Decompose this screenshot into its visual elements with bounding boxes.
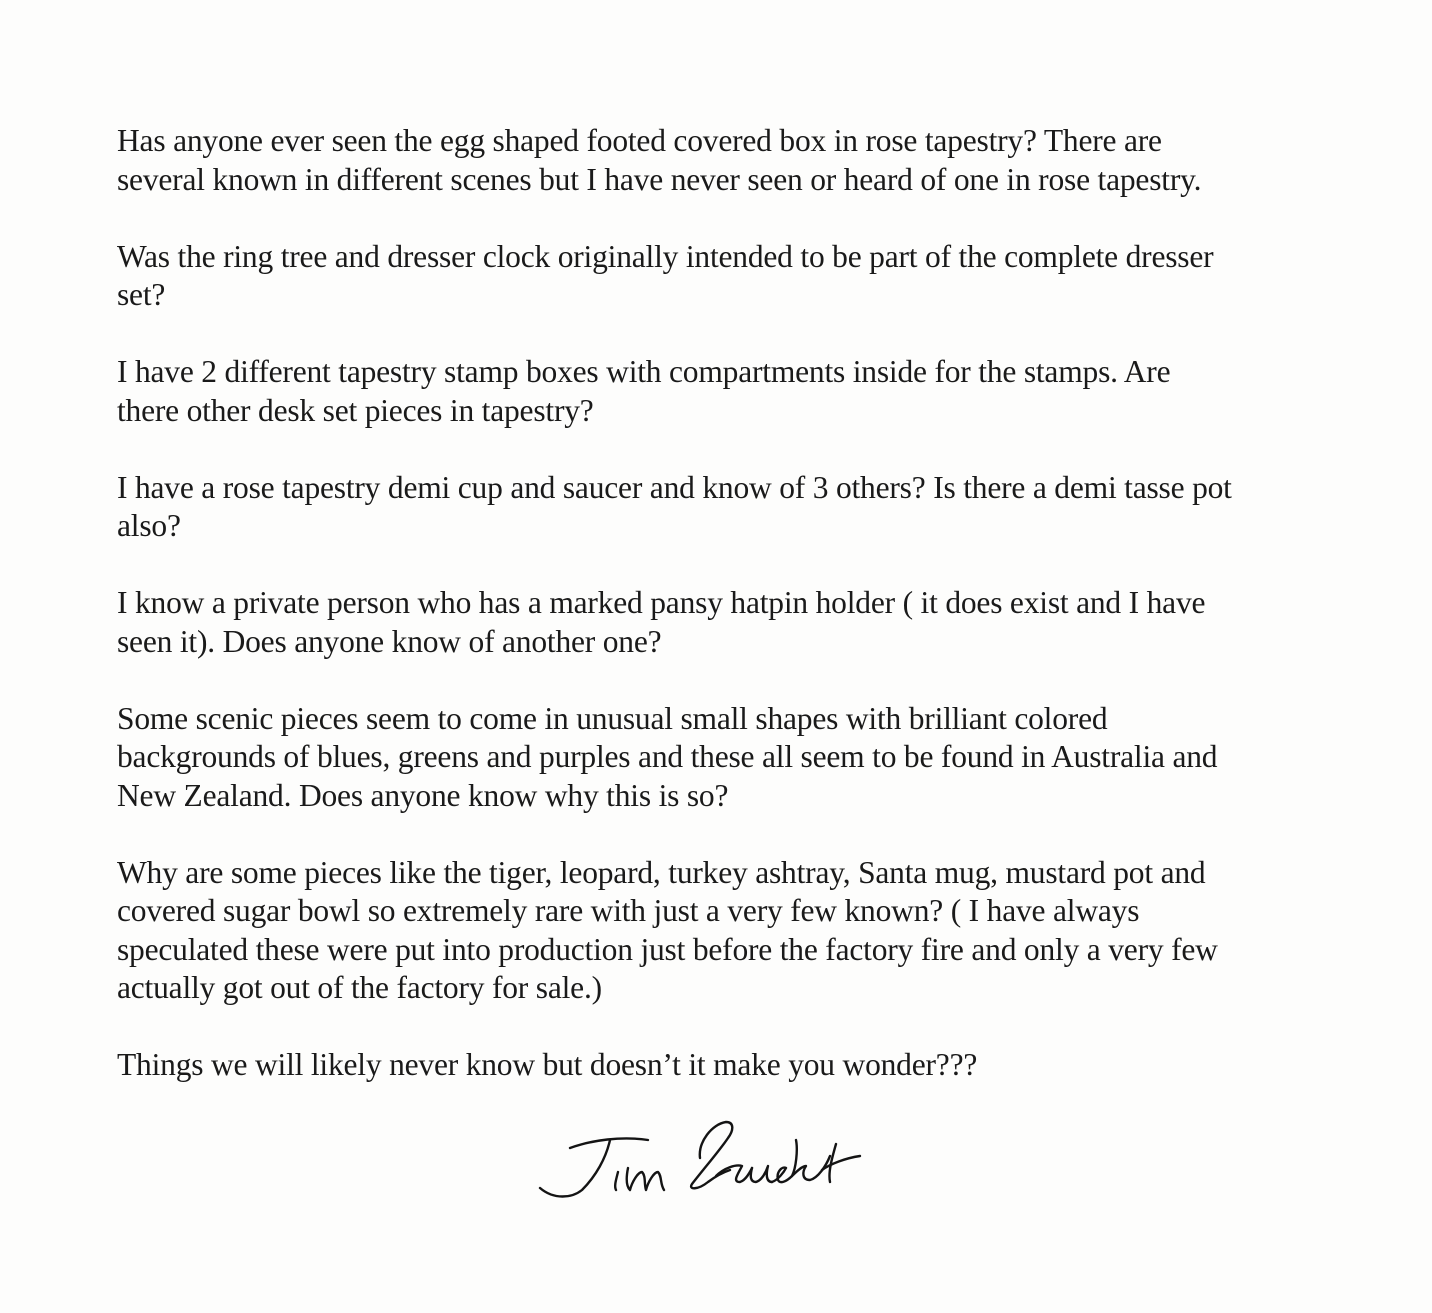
paragraph-gap — [117, 661, 1327, 700]
text-line: set? — [117, 277, 166, 312]
text-line: I have 2 different tapestry stamp boxes with compartments inside for the stamps. Are — [117, 354, 1171, 389]
paragraph-gap — [117, 815, 1327, 854]
paragraph-3 — [117, 353, 1327, 430]
text-line: I have a rose tapestry demi cup and saucer and know of 3 others? Is there a demi tasse pot — [117, 469, 1232, 505]
paragraph-gap — [117, 1008, 1327, 1047]
text-line: also? — [117, 508, 181, 543]
paragraph-gap — [117, 315, 1327, 354]
text-line: I know a private person who has a marked pansy hatpin holder ( it does exist and I have — [117, 585, 1206, 620]
text-line: there other desk set pieces in tapestry? — [117, 392, 594, 428]
text-line: several known in different scenes but I have never seen or heard of one in rose tapestry. — [117, 161, 1202, 197]
text-line: Things we will likely never know but doesn’t it make you wonder??? — [117, 1047, 978, 1082]
text-line: covered sugar bowl so extremely rare with just a very few known? ( I have always — [117, 893, 1140, 928]
paragraph-4 — [117, 469, 1327, 546]
paragraph-gap — [117, 546, 1327, 585]
text-line: backgrounds of blues, greens and purples and these all seem to be found in Australia and — [117, 739, 1218, 774]
text-line: Some scenic pieces seem to come in unusual small shapes with brilliant colored — [117, 700, 1108, 736]
paragraph-2 — [117, 238, 1327, 315]
paragraph-5 — [117, 584, 1327, 661]
text-line: Why are some pieces like the tiger, leopard, turkey ashtray, Santa mug, mustard pot and — [117, 854, 1206, 890]
signature-graphic — [530, 1110, 870, 1210]
paragraph-gap — [117, 199, 1327, 238]
handwritten-signature — [530, 1110, 870, 1210]
letter-body — [117, 122, 1327, 1085]
text-line: Has anyone ever seen the egg shaped footed covered box in rose tapestry? There are — [117, 123, 1162, 158]
text-line: Was the ring tree and dresser clock originally intended to be part of the complete dresser — [117, 238, 1214, 274]
paragraph-1 — [117, 122, 1327, 199]
text-line: seen it). Does anyone know of another one? — [117, 623, 662, 659]
paragraph-gap — [117, 430, 1327, 469]
paragraph-7 — [117, 854, 1327, 1008]
text-line: speculated these were put into production just before the factory fire and only a very few — [117, 931, 1218, 967]
text-line: New Zealand. Does anyone know why this is so? — [117, 777, 729, 813]
paragraph-8 — [117, 1046, 1327, 1085]
paragraph-6 — [117, 700, 1327, 816]
text-line: actually got out of the factory for sale.) — [117, 970, 602, 1005]
